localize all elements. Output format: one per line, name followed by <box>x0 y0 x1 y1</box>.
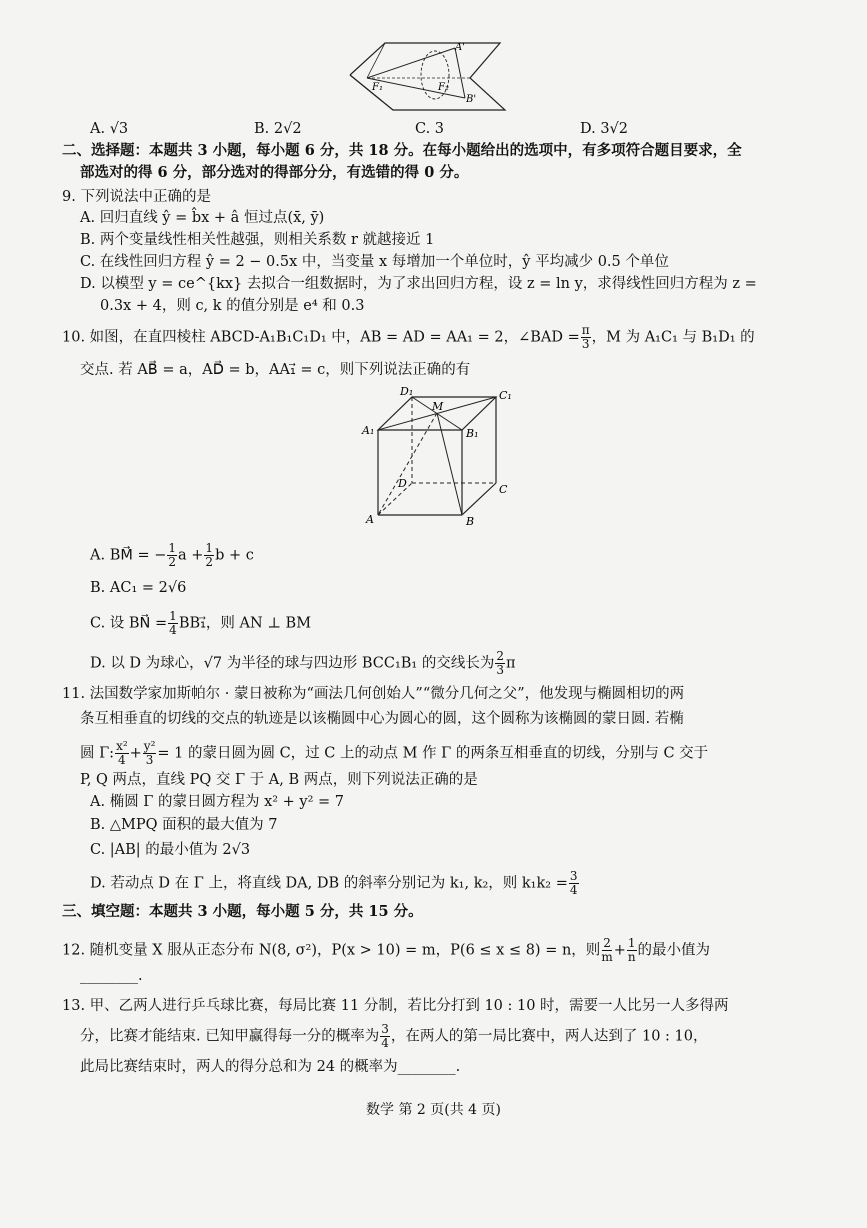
q9-stem: 9. 下列说法中正确的是 <box>62 189 211 205</box>
label-a: A <box>366 513 374 526</box>
q13-stem-l2: 分，比赛才能结束. 已知甲赢得每一分的概率为 $\frac{3}{4}$ ，在两人的第一局比赛中，两人达到了 10 : 10， <box>80 1022 708 1050</box>
q10-option-a[interactable]: A. BM⃗ = − $\frac{1}{2}$ a + $\frac{1}{2}$ b + c <box>90 541 254 569</box>
q11-stem: 11. 法国数学家加斯帕尔 · 蒙日被称为“画法几何创始人”“微分几何之父”，他发现与椭圆相切的两 <box>62 686 685 702</box>
q10-option-b[interactable]: B. AC₁ = 2√6 <box>90 580 187 596</box>
q11-option-a[interactable]: A. 椭圆 Γ 的蒙日圆方程为 x² + y² = 7 <box>90 794 345 810</box>
q8-option-a[interactable]: A. √3 <box>90 121 129 137</box>
q11-option-d[interactable]: D. 若动点 D 在 Γ 上，将直线 DA, DB 的斜率分别记为 k₁, k₂，则 k₁k₂ = $\frac{3}{4}$ <box>90 869 578 897</box>
q13-stem: 13. 甲、乙两人进行乒乓球比赛，每局比赛 11 分制，若比分打到 10 : 10 时，需要一人比另一人多得两 <box>62 998 729 1014</box>
q8-figure <box>345 38 515 118</box>
q11-option-c[interactable]: C. |AB| 的最小值为 2√3 <box>90 842 251 858</box>
label-d: D <box>398 477 407 490</box>
q9-option-d-cont: 0.3x + 4，则 c, k 的值分别是 e⁴ 和 0.3 <box>100 298 365 314</box>
label-f1: F₁ <box>372 82 383 93</box>
q10-stem: 10. 如图，在直四棱柱 ABCD-A₁B₁C₁D₁ 中，AB = AD = AA₁ = 2，∠BAD = $\frac{\pi}{3}$ ，M 为 A₁C₁ 与 B₁D₁ 的 <box>62 323 755 351</box>
q10-option-c[interactable]: C. 设 BN⃗ = $\frac{1}{4}$ BB₁⃗，则 AN ⊥ BM <box>90 609 312 637</box>
q9-option-a[interactable]: A. 回归直线 ŷ = b̂x + â 恒过点(x̄, ȳ) <box>80 210 325 226</box>
label-b-prime: B' <box>466 94 477 105</box>
label-c1: C₁ <box>499 389 512 402</box>
q8-option-c[interactable]: C. 3 <box>415 121 445 137</box>
q10-option-d[interactable]: D. 以 D 为球心，√7 为半径的球与四边形 BCC₁B₁ 的交线长为 $\frac{2}{3}$ π <box>90 649 516 677</box>
q13-stem-l3[interactable]: 此局比赛结束时，两人的得分总和为 24 的概率为________. <box>80 1059 461 1075</box>
q11-stem-l2: 条互相垂直的切线的交点的轨迹是以该椭圆中心为圆心的圆，这个圆称为该椭圆的蒙日圆. 若椭 <box>80 711 684 727</box>
section2-heading: 二、选择题：本题共 3 小题，每小题 6 分，共 18 分。在每小题给出的选项中，有多项符合题目要求，全 <box>62 142 742 159</box>
q9-option-d[interactable]: D. 以模型 y = ce^{kx} 去拟合一组数据时，为了求出回归方程，设 z = ln y，求得线性回归方程为 z = <box>80 276 757 292</box>
q8-option-b[interactable]: B. 2√2 <box>254 121 302 137</box>
label-b1: B₁ <box>466 427 479 440</box>
q11-stem-l3: 圆 Γ: $\frac{\text{x²}}{4}$ + $\frac{\text{y²}}{3}$ = 1 的蒙日圆为圆 C，过 C 上的动点 M 作 Γ 的两条互相垂直的切线，分别与 C 交于 <box>80 739 709 767</box>
q10-stem-cont: 交点. 若 AB⃗ = a，AD⃗ = b，AA₁⃗ = c，则下列说法正确的有 <box>80 362 471 378</box>
q9-option-b[interactable]: B. 两个变量线性相关性越强，则相关系数 r 就越接近 1 <box>80 232 435 248</box>
q12-answer-blank[interactable]: ________. <box>80 968 143 984</box>
label-m: M <box>432 400 444 413</box>
q9-option-c[interactable]: C. 在线性回归方程 ŷ = 2 − 0.5x 中，当变量 x 每增加一个单位时，ŷ 平均减少 0.5 个单位 <box>80 254 669 270</box>
q11-stem-l4: P, Q 两点，直线 PQ 交 Γ 于 A, B 两点，则下列说法正确的是 <box>80 772 478 788</box>
q10-figure <box>360 385 520 530</box>
q8-option-d[interactable]: D. 3√2 <box>580 121 629 137</box>
section2-heading-cont: 部选对的得 6 分，部分选对的得部分分，有选错的得 0 分。 <box>80 164 469 181</box>
label-b: B <box>466 515 475 528</box>
label-f2: F₂ <box>438 82 449 93</box>
label-c: C <box>499 483 508 496</box>
q11-option-b[interactable]: B. △MPQ 面积的最大值为 7 <box>90 817 278 833</box>
label-a1: A₁ <box>362 424 375 437</box>
page-footer: 数学 第 2 页(共 4 页) <box>366 1102 501 1118</box>
q12-stem: 12. 随机变量 X 服从正态分布 N(8, σ²)，P(x > 10) = m，P(6 ≤ x ≤ 8) = n，则 $\frac{2}{m}$ + $\frac{1}{n}$ 的最小值为 <box>62 936 710 964</box>
label-d1: D₁ <box>400 385 414 398</box>
section3-heading: 三、填空题：本题共 3 小题，每小题 5 分，共 15 分。 <box>62 903 423 920</box>
label-a-prime: A' <box>455 42 465 53</box>
